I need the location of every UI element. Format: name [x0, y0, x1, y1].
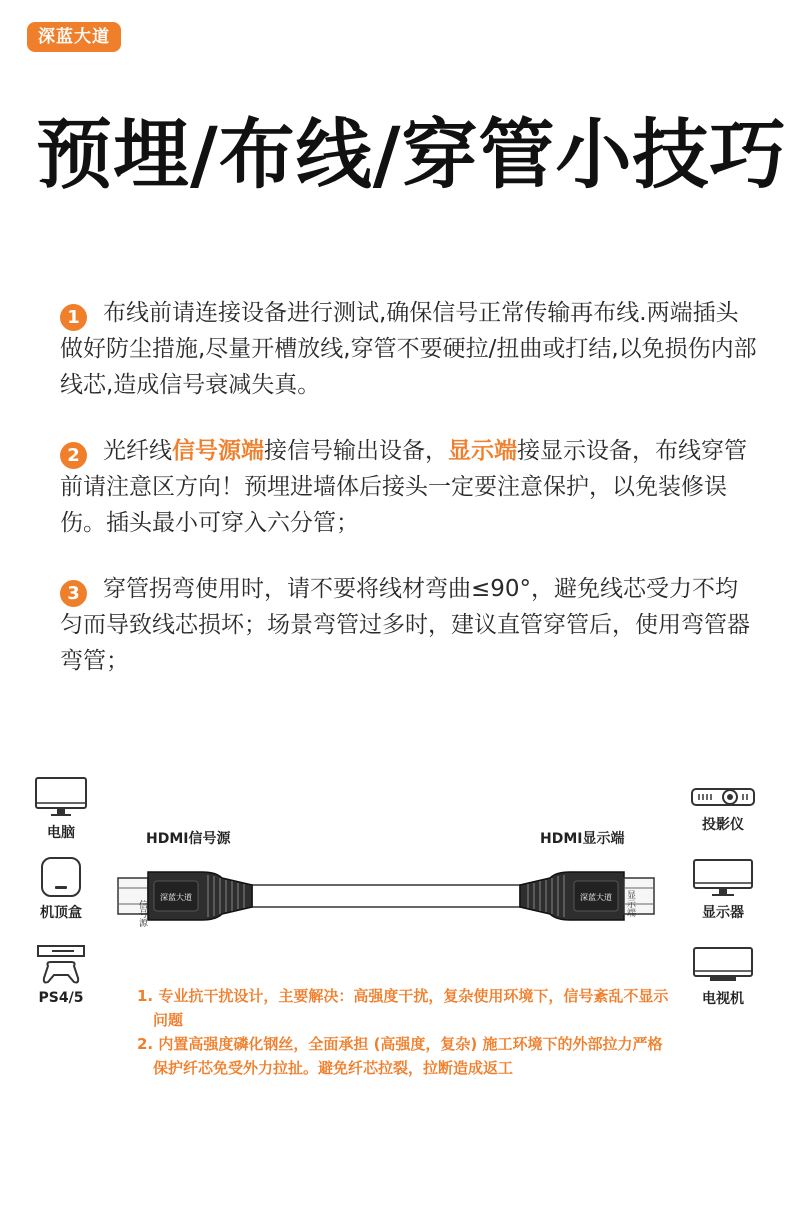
hdmi-cable — [112, 860, 660, 940]
tip-number-badge: 3 — [60, 580, 87, 607]
display-plug-brand: 深蓝大道 — [580, 893, 612, 902]
display-end-label: HDMI显示端 — [540, 831, 625, 847]
highlight-display-end: 显示端 — [448, 438, 517, 464]
highlight-source-end: 信号源端 — [172, 438, 264, 464]
device-label: 机顶盒 — [40, 905, 82, 921]
tip-text: 光纤线 — [103, 438, 172, 464]
source-end-label: HDMI信号源 — [146, 831, 231, 847]
display-plug-text: 显示端 — [625, 890, 635, 917]
device-label: 投影仪 — [702, 817, 744, 833]
device-set-top-box — [21, 856, 101, 922]
device-game-console — [21, 944, 101, 1006]
projector-icon — [690, 786, 756, 810]
tip-3 — [60, 571, 760, 679]
set-top-box-icon — [39, 856, 83, 898]
note-item: 1. 专业抗干扰设计，主要解决：高强度干扰，复杂使用环境下，信号紊乱不显示问题 — [137, 987, 669, 1029]
device-label: 电脑 — [47, 825, 75, 841]
note-item: 2. 内置高强度磷化钢丝，全面承担 (高强度，复杂) 施工环境下的外部拉力严格保护纤芯免受外力拉扯。避免纤芯拉裂，拉断造成返工 — [137, 1035, 663, 1077]
device-projector — [683, 786, 763, 834]
device-label: 电视机 — [702, 991, 744, 1007]
tip-number-badge: 1 — [60, 304, 87, 331]
cable-body — [252, 885, 520, 907]
brand-logo: 深蓝大道 — [27, 22, 121, 52]
feature-notes — [137, 984, 677, 1080]
tip-1 — [60, 295, 760, 403]
tv-icon — [692, 946, 754, 984]
tip-number-badge: 2 — [60, 442, 87, 469]
tip-text: 穿管拐弯使用时，请不要将线材弯曲≤90°，避免线芯受力不均匀而导致线芯损坏；场景弯管过多时，建议直管穿管后，使用弯管器弯管； — [60, 576, 750, 674]
device-label: PS4/5 — [38, 990, 84, 1006]
device-monitor — [683, 858, 763, 922]
source-plug-brand: 深蓝大道 — [160, 893, 192, 902]
device-label: 显示器 — [702, 905, 744, 921]
tip-text: 接信号输出设备， — [264, 438, 448, 464]
tip-2 — [60, 433, 760, 541]
game-console-icon — [34, 944, 88, 986]
monitor-icon — [34, 776, 88, 818]
tip-text: 接显示设备，布线穿管前请注意区方向！预埋进墙体后接头一定要注意保护，以免装修误伤。插头最小可穿入六分管； — [60, 438, 747, 536]
device-tv — [683, 946, 763, 1008]
source-plug-text: 信号源 — [137, 900, 147, 927]
tip-text: 布线前请连接设备进行测试,确保信号正常传输再布线.两端插头做好防尘措施,尽量开槽放线,穿管不要硬拉/扭曲或打结,以免损伤内部线芯,造成信号衰减失真。 — [60, 300, 757, 398]
page-title: 预埋/布线/穿管小技巧 — [36, 110, 787, 199]
monitor-icon — [692, 858, 754, 898]
device-computer — [21, 776, 101, 842]
